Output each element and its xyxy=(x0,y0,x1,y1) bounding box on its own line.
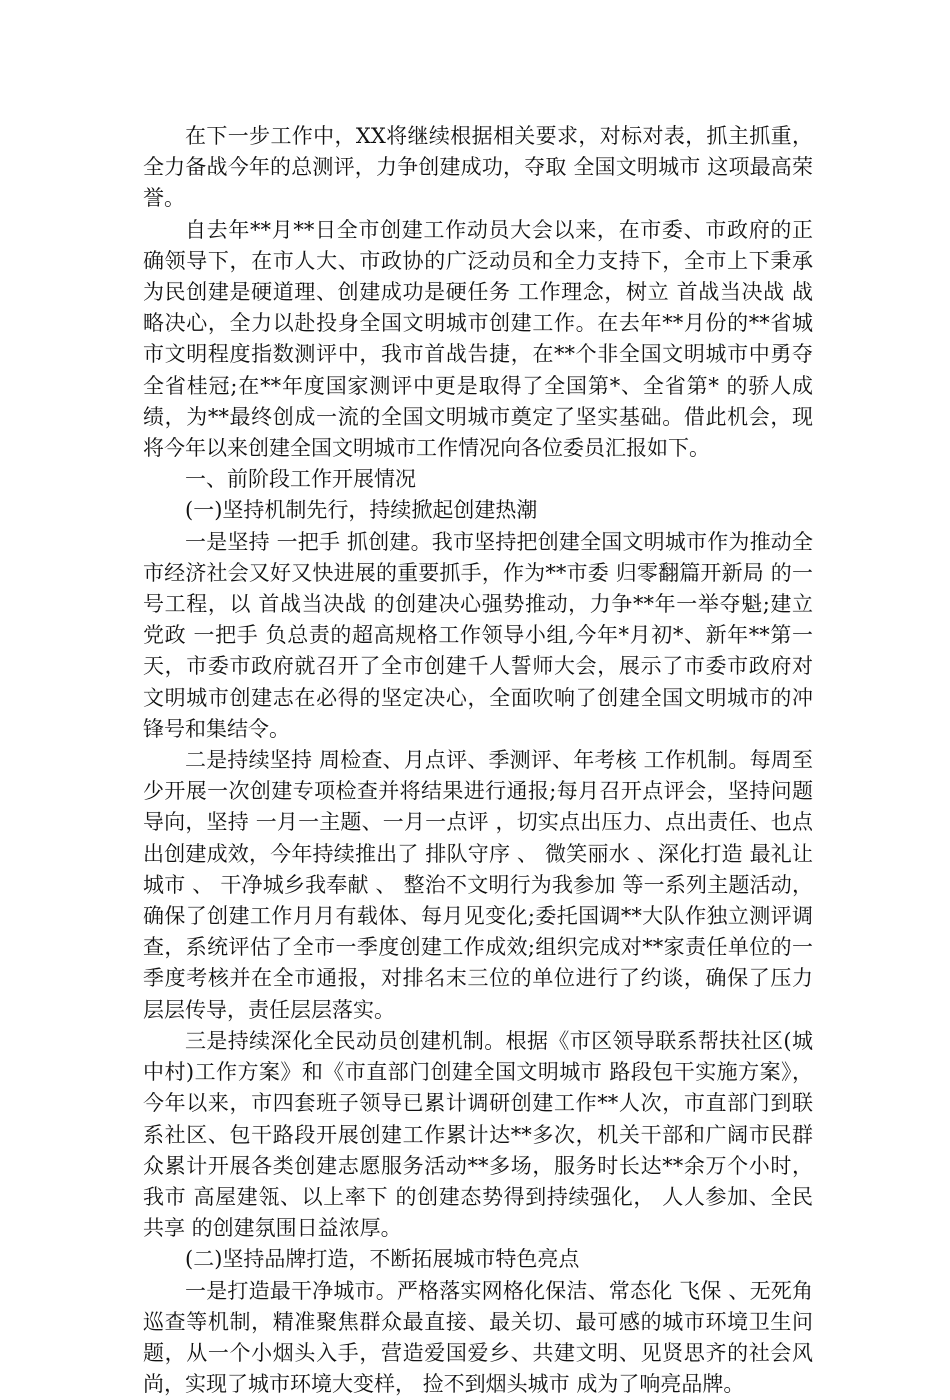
paragraph-point-1: 一是坚持 一把手 抓创建。我市坚持把创建全国文明城市作为推动全市经济社会又好又快进展的重要抓手，作为**市委 归零翻篇开新局 的一号工程，以 首战当决战 的创建决心强势推动，力争**年一举夺魁;建立党政 一把手 负总责的超高规格工作领导小组,今年*月初*、新年**第一天，市委市政府就召开了全市创建千人誓师大会，展示了市委市政府对文明城市创建志在必得的坚定决心，全面吹响了创建全国文明城市的冲锋号和集结令。 xyxy=(143,529,813,741)
paragraph-next-step: 在下一步工作中，XX将继续根据相关要求，对标对表，抓主抓重，全力备战今年的总测评，力争创建成功，夺取 全国文明城市 这项最高荣誉。 xyxy=(143,124,813,211)
subsection-heading-1: (一)坚持机制先行，持续掀起创建热潮 xyxy=(185,498,538,523)
document-body xyxy=(143,121,813,1400)
paragraph-point-3: 三是持续深化全民动员创建机制。根据《市区领导联系帮扶社区(城中村)工作方案》和《市直部门创建全国文明城市 路段包干实施方案》，今年以来，市四套班子领导已累计调研创建工作**人次，市直部门到联系社区、包干路段开展创建工作累计达**多次，机关干部和广阔市民群众累计开展各类创建志愿服务活动**多场，服务时长达**余万个小时，我市 高屋建瓴、以上率下 的创建态势得到持续强化， 人人参加、全民共享 的创建氛围日益浓厚。 xyxy=(143,1028,813,1241)
paragraph-brand-1: 一是打造最干净城市。严格落实网格化保洁、常态化 飞保 、无死角 巡查等机制，精准聚焦群众最直接、最关切、最可感的城市环境卫生问题，从一个小烟头入手，营造爱国爱乡、共建文明、见贤思齐的社会风尚，实现了城市环境大变样， 捡不到烟头城市 成为了响亮品牌。 xyxy=(143,1278,813,1397)
paragraph-point-2: 二是持续坚持 周检查、月点评、季测评、年考核 工作机制。每周至少开展一次创建专项检查并将结果进行通报;每月召开点评会，坚持问题导向，坚持 一月一主题、一月一点评 ，切实点出压力、点出责任、也点出创建成效，今年持续推出了 排队守序 、 微笑丽水 、深化打造 最礼让城市 、 干净城乡我奉献 、 整治不文明行为我参加 等一系列主题活动，确保了创建工作月月有载体、每月见变化;委托国调**大队作独立测评调查，系统评估了全市一季度创建工作成效;组织完成对**家责任单位的一季度考核并在全市通报，对排名末三位的单位进行了约谈，确保了压力层层传导，责任层层落实。 xyxy=(143,748,813,1022)
section-heading-1: 一、前阶段工作开展情况 xyxy=(185,467,416,492)
paragraph-overview: 自去年**月**日全市创建工作动员大会以来，在市委、市政府的正确领导下，在市人大、市政协的广泛动员和全力支持下，全市上下秉承 为民创建是硬道理、创建成功是硬任务 工作理念，树立 首战当决战 战略决心，全力以赴投身全国文明城市创建工作。在去年**月份的**省城市文明程度指数测评中，我市首战告捷，在**个非全国文明城市中勇夺全省桂冠;在**年度国家测评中更是取得了全国第*、全省第* 的骄人成绩，为**最终创成一流的全国文明城市奠定了坚实基础。借此机会，现将今年以来创建全国文明城市工作情况向各位委员汇报如下。 xyxy=(143,217,813,461)
subsection-heading-2: (二)坚持品牌打造，不断拓展城市特色亮点 xyxy=(185,1247,580,1272)
